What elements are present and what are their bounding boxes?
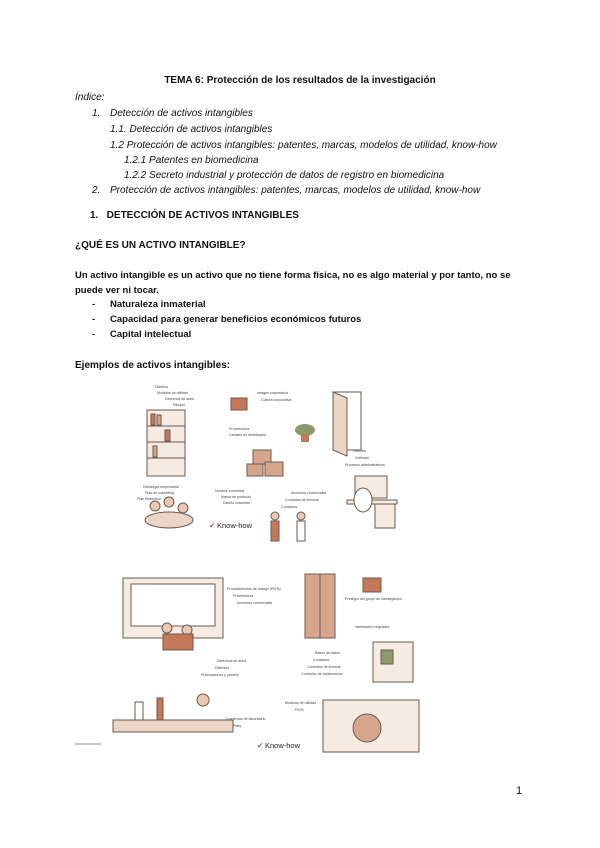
label: Marca de producto <box>221 495 251 499</box>
knowhow-label: Know-how <box>217 521 253 530</box>
label: Acuerdos comerciales <box>291 491 327 495</box>
index-item[interactable] <box>92 108 253 119</box>
door-icon <box>333 392 361 456</box>
picture-frame-icon <box>231 398 247 410</box>
label: Patentes <box>215 666 230 670</box>
section-heading: 1. DETECCIÓN DE ACTIVOS INTANGIBLES <box>90 210 299 221</box>
label: Procedimientos de trabajo (PNTs) <box>227 587 281 591</box>
label: PNTs <box>295 708 304 712</box>
bullet-item <box>92 329 192 340</box>
label: Estrategia empresarial <box>143 485 179 489</box>
lab-bench-icon <box>113 694 233 732</box>
index-number: 1.1. <box>110 124 127 135</box>
index-number: 2. <box>92 185 101 196</box>
label: Publicaciones y pósters <box>201 673 239 677</box>
office-illustration <box>125 380 425 560</box>
label: Procesos administrativos <box>345 463 385 467</box>
boxes-icon <box>247 450 283 476</box>
machine-room-icon <box>323 700 419 752</box>
bullet-item <box>92 314 362 325</box>
index-item[interactable] <box>110 140 497 151</box>
check-icon: ✔ <box>257 741 264 750</box>
index-item[interactable] <box>92 185 481 196</box>
dash-icon: - <box>92 299 96 310</box>
page-number: 1 <box>516 785 523 797</box>
label: Prestigio del grupo de investigación <box>345 597 402 601</box>
label: Plan financiero <box>137 497 161 501</box>
knowhow-label: Know-how <box>265 741 301 750</box>
question-heading: ¿QUÉ ES UN ACTIVO INTANGIBLE? <box>75 240 246 251</box>
label: Contactos <box>281 505 298 509</box>
cabinet-icon <box>373 642 413 682</box>
dash-icon: - <box>92 329 96 340</box>
index-item[interactable] <box>110 124 272 135</box>
index-number: 1.2.1 <box>124 155 147 166</box>
label: Diseños <box>155 385 168 389</box>
bullet-text: Capacidad para generar beneficios económicos futuros <box>110 314 362 325</box>
label: Cultura corporativa <box>261 398 292 402</box>
computer-desk-icon <box>347 476 397 528</box>
label: Contactos <box>313 658 330 662</box>
double-door-icon <box>305 574 335 638</box>
label: Modelos de utilidad <box>285 701 316 705</box>
label: Canales de distribución <box>229 433 267 437</box>
definition-paragraph: Un activo intangible es un activo que no tiene forma física, no es algo material y por tanto, no se puede ver ni tocar. <box>75 270 511 296</box>
label: Plan de marketing <box>145 491 174 495</box>
index-number: 1. <box>92 108 101 119</box>
label: Clientes <box>353 449 366 453</box>
label: Cuadernos de laboratorio <box>225 717 266 721</box>
index-text: Patentes en biomedicina <box>149 155 259 166</box>
label: Imagen corporativa <box>257 391 288 395</box>
label: Acuerdos comerciales <box>237 601 273 605</box>
label: Derechos de autor <box>217 659 247 663</box>
index-item[interactable] <box>124 170 444 181</box>
index-text: Secreto industrial y protección de datos de registro en biomedicina <box>149 170 445 181</box>
meeting-people-icon <box>145 497 193 528</box>
label: Software <box>355 456 370 460</box>
whiteboard-room-icon <box>123 578 223 650</box>
index-number: 1.2 <box>110 140 124 151</box>
check-icon: ✔ <box>209 521 216 530</box>
index-item[interactable] <box>124 155 259 166</box>
bullet-text: Naturaleza inmaterial <box>110 299 206 310</box>
label: Patty <box>233 724 242 728</box>
label: Derechos de autor <box>165 397 195 401</box>
index-text: Detección de activos intangibles <box>129 124 273 135</box>
bullet-item <box>92 299 206 310</box>
lab-illustration <box>75 570 430 760</box>
label: Contratos de licencia <box>285 498 319 502</box>
bookshelf-icon <box>147 410 185 476</box>
label: Proveedores <box>233 594 254 598</box>
label: Diseño industrial <box>223 501 250 505</box>
dash-icon: - <box>92 314 96 325</box>
plant-icon <box>295 424 315 442</box>
index-text: Protección de activos intangibles: patentes, marcas, modelos de utilidad, know-how <box>126 140 497 151</box>
page-title: TEMA 6: Protección de los resultados de la investigación <box>164 75 436 86</box>
picture-frame-icon <box>363 578 381 592</box>
label: Dibujos <box>173 403 185 407</box>
label: Contratos de colaboración <box>301 672 343 676</box>
label: Modelos de utilidad <box>157 391 188 395</box>
label: Contratos de licencia <box>307 665 341 669</box>
label: Bases de datos <box>315 651 340 655</box>
index-text: Protección de activos intangibles: patentes, marcas, modelos de utilidad, know-how <box>110 185 481 196</box>
index-number: 1.2.2 <box>124 170 147 181</box>
label: Nombre comercial <box>215 489 245 493</box>
bullet-text: Capital intelectual <box>110 329 192 340</box>
index-label: Índice: <box>75 92 105 103</box>
label: Proveedores <box>229 427 250 431</box>
handshake-icon <box>271 512 305 541</box>
label: Variedades vegetales <box>355 625 390 629</box>
examples-heading: Ejemplos de activos intangibles: <box>75 360 231 371</box>
index-text: Detección de activos intangibles <box>110 108 253 119</box>
